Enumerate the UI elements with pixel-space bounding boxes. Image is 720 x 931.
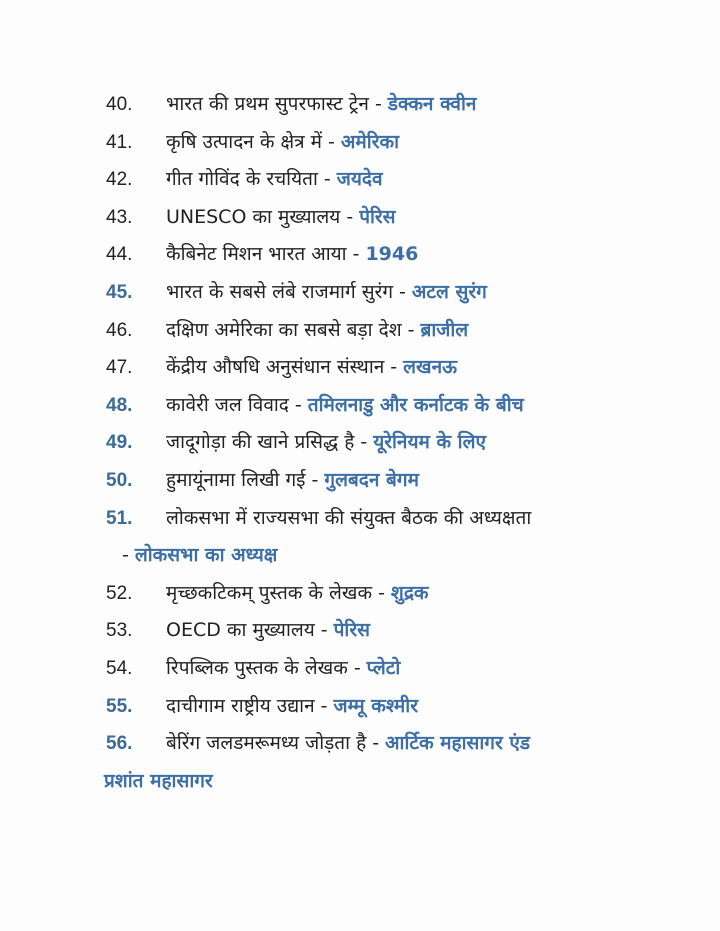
list-item-54	[106, 650, 706, 688]
list-item-56-continuation	[104, 763, 706, 801]
list-item-46	[106, 312, 706, 350]
item-answer: ब्राजील	[420, 318, 469, 341]
item-number: 49.	[106, 432, 133, 454]
item-answer: प्लेटो	[366, 656, 401, 679]
item-answer: लोकसभा का अध्यक्ष	[134, 544, 278, 567]
item-separator: -	[353, 656, 361, 679]
item-number: 48.	[106, 394, 133, 416]
item-question: दाचीगाम राष्ट्रीय उद्यान	[166, 694, 315, 717]
item-separator: -	[346, 205, 354, 228]
list-item-41	[106, 124, 706, 162]
item-answer: यूरेनियम के लिए	[373, 431, 486, 454]
item-question: बेरिंग जलडमरूमध्य जोड़ता है	[166, 732, 367, 755]
item-number: 41.	[106, 131, 133, 153]
item-question: मृच्छकटिकम् पुस्तक के लेखक	[166, 581, 373, 604]
list-item-50	[106, 462, 706, 500]
item-answer: पेरिस	[333, 619, 370, 642]
item-answer: पेरिस	[359, 205, 396, 228]
item-separator: -	[372, 732, 380, 755]
list-item-52	[106, 575, 706, 613]
list-item-55	[106, 688, 706, 726]
item-separator: -	[294, 393, 302, 416]
item-answer: तमिलनाडु और कर्नाटक के बीच	[307, 393, 524, 416]
item-separator: -	[407, 318, 415, 341]
item-number: 55.	[106, 695, 133, 717]
item-number: 52.	[106, 582, 133, 604]
item-separator: -	[328, 130, 335, 153]
item-answer: लखनऊ	[403, 356, 458, 379]
item-question: OECD का मुख्यालय	[166, 619, 315, 642]
item-separator: -	[378, 581, 385, 604]
list-item-48	[106, 387, 706, 425]
item-number: 56.	[106, 733, 133, 755]
item-answer-continuation: प्रशांत महासागर	[104, 769, 213, 792]
list-item-51	[106, 500, 706, 538]
item-separator: -	[399, 280, 406, 303]
item-separator: -	[374, 93, 382, 115]
item-answer: जम्मू कश्मीर	[333, 694, 418, 717]
item-separator: -	[360, 431, 368, 454]
item-separator: -	[311, 468, 319, 491]
item-number: 45.	[106, 281, 133, 303]
item-question: रिपब्लिक पुस्तक के लेखक	[166, 656, 348, 679]
item-question: UNESCO का मुख्यालय	[166, 205, 341, 228]
item-question: कावेरी जल विवाद	[166, 393, 289, 416]
item-number: 44.	[106, 244, 133, 266]
item-separator: -	[320, 694, 328, 717]
list-item-56	[106, 725, 706, 763]
item-question: हुमायूंनामा लिखी गई	[166, 468, 306, 491]
item-separator: -	[352, 243, 360, 266]
item-number: 53.	[106, 620, 133, 642]
item-answer: 1946	[365, 243, 419, 266]
item-question: कृषि उत्पादन के क्षेत्र में	[166, 130, 323, 153]
list-item-53	[106, 612, 706, 650]
list-item-44	[106, 236, 706, 274]
item-separator: -	[323, 168, 331, 191]
item-question: कैबिनेट मिशन भारत आया	[166, 243, 347, 266]
item-number: 46.	[106, 319, 133, 341]
item-answer: डेक्कन क्वीन	[387, 93, 477, 115]
list-item-40	[106, 86, 706, 124]
list-item-49	[106, 424, 706, 462]
gk-list	[106, 86, 706, 800]
item-question: भारत के सबसे लंबे राजमार्ग सुरंग	[166, 280, 394, 303]
item-number: 51.	[106, 507, 133, 529]
list-item-47	[106, 349, 706, 387]
item-answer: अमेरिका	[340, 130, 399, 153]
item-answer: गुलबदन बेगम	[324, 468, 419, 491]
item-question: लोकसभा में राज्यसभा की संयुक्त बैठक की अध्यक्षता	[166, 506, 532, 529]
list-item-45	[106, 274, 706, 312]
list-item-42	[106, 161, 706, 199]
list-item-43	[106, 199, 706, 237]
item-number: 50.	[106, 469, 133, 491]
item-number: 54.	[106, 657, 133, 679]
item-answer: आर्टिक महासागर एंड	[385, 732, 531, 755]
item-separator: -	[320, 619, 328, 642]
item-answer: जयदेव	[336, 168, 383, 191]
item-number: 42.	[106, 169, 133, 191]
list-item-51-continuation	[106, 537, 706, 575]
item-number: 43.	[106, 206, 133, 228]
item-number: 40.	[106, 94, 133, 115]
item-separator: -	[390, 356, 398, 379]
item-answer: शुद्रक	[390, 581, 429, 604]
item-question: केंद्रीय औषधि अनुसंधान संस्थान	[166, 356, 385, 379]
item-number: 47.	[106, 357, 133, 379]
item-separator: -	[122, 544, 129, 567]
item-question: जादूगोड़ा की खाने प्रसिद्ध है	[166, 431, 355, 454]
item-answer: अटल सुरंग	[411, 280, 487, 303]
item-question: गीत गोविंद के रचयिता	[166, 168, 318, 191]
item-question: भारत की प्रथम सुपरफास्ट ट्रेन	[166, 93, 369, 115]
item-question: दक्षिण अमेरिका का सबसे बड़ा देश	[166, 318, 402, 341]
